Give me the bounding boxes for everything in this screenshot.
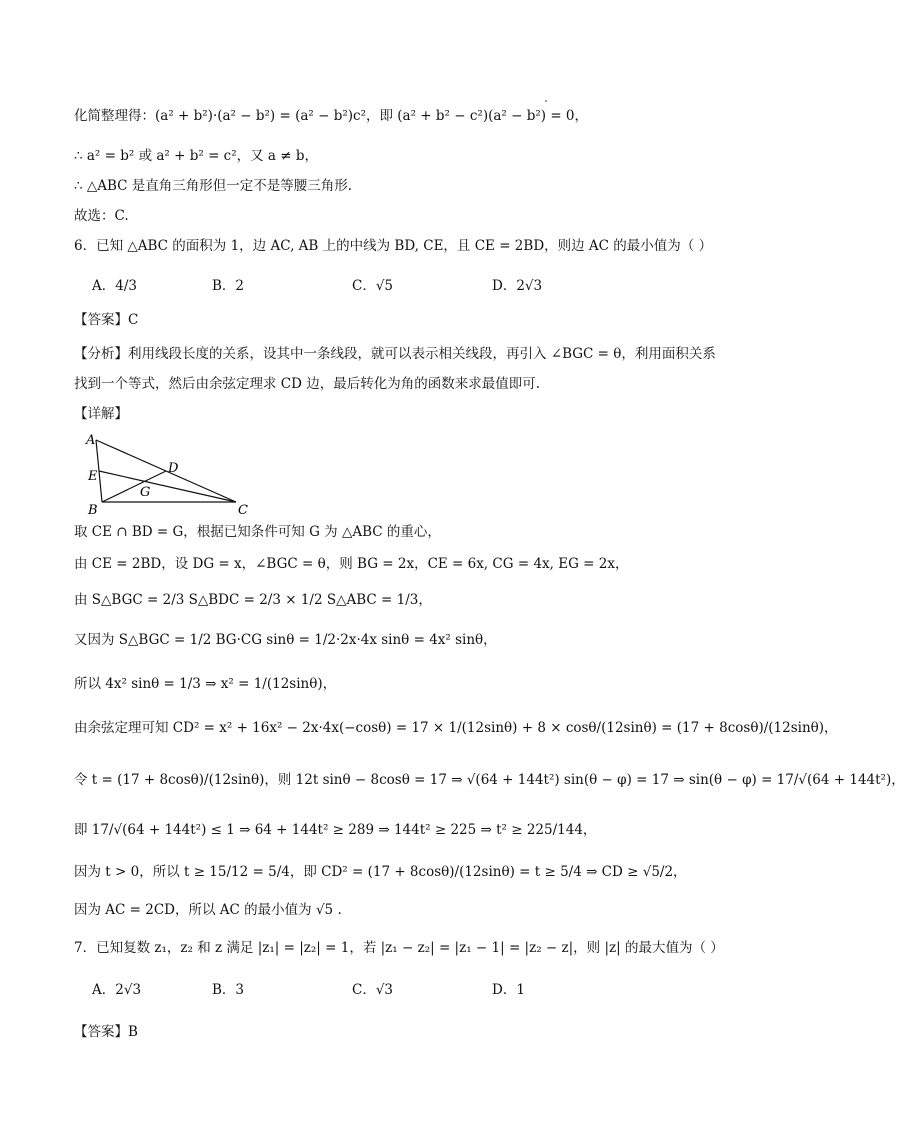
q7-option-b: B．3 [212, 982, 245, 998]
text-line: 因为 AC = 2CD，所以 AC 的最小值为 √5 . [74, 902, 342, 918]
label-d: D [168, 461, 179, 476]
text-line: 即 17/√(64 + 144t²) ≤ 1 ⇒ 64 + 144t² ≥ 289 ⇒ 144t² ≥ 225 ⇒ t² ≥ 225/144， [74, 822, 597, 838]
label-a: A [86, 433, 96, 448]
q6-option-c: C．√5 [352, 278, 394, 294]
text-line: 由 S△BGC = 2/3 S△BDC = 2/3 × 1/2 S△ABC = 1/3， [74, 592, 432, 608]
q7-option-c: C．√3 [352, 982, 394, 998]
text-line: 【答案】B [74, 1024, 138, 1040]
label-e: E [88, 469, 98, 484]
text-line: ∴ a² = b² 或 a² + b² = c²，又 a ≠ b， [74, 148, 319, 164]
stray-mark [545, 100, 547, 102]
label-g: G [140, 485, 151, 500]
triangle-figure [84, 430, 254, 516]
label-b: B [88, 503, 98, 518]
text-line: ∴ △ABC 是直角三角形但一定不是等腰三角形. [74, 178, 353, 194]
text-line: 取 CE ∩ BD = G，根据已知条件可知 G 为 △ABC 的重心， [74, 524, 441, 540]
text-line: 又因为 S△BGC = 1/2 BG·CG sinθ = 1/2·2x·4x sinθ = 4x² sinθ， [74, 632, 497, 648]
text-line: 【分析】利用线段长度的关系，设其中一条线段，就可以表示相关线段，再引入 ∠BGC = θ，利用面积关系 [74, 346, 716, 362]
text-line: 【答案】C [74, 312, 139, 328]
text-line: 找到一个等式，然后由余弦定理求 CD 边，最后转化为角的函数来求最值即可. [74, 376, 541, 392]
q7-option-a: A．2√3 [92, 982, 142, 998]
q6-option-a: A．4/3 [92, 278, 137, 294]
q7-option-d: D．1 [492, 982, 525, 998]
text-line: 由余弦定理可知 CD² = x² + 16x² − 2x·4x(−cosθ) = 17 × 1/(12sinθ) + 8 × cosθ/(12sinθ) = (17 + 8cosθ)/(12sinθ)， [74, 720, 838, 736]
text-line: 因为 t > 0，所以 t ≥ 15/12 = 5/4，即 CD² = (17 + 8cosθ)/(12sinθ) = t ≥ 5/4 ⇒ CD ≥ √5/2， [74, 864, 687, 880]
text-line: 由 CE = 2BD，设 DG = x，∠BGC = θ，则 BG = 2x，CE = 6x, CG = 4x, EG = 2x， [74, 556, 629, 572]
q6-option-b: B．2 [212, 278, 245, 294]
median-bd [102, 471, 166, 502]
text-line: 7．已知复数 z₁，z₂ 和 z 满足 |z₁| = |z₂| = 1，若 |z₁ − z₂| = |z₁ − 1| = |z₂ − z|，则 |z| 的最大值为（ ） [74, 940, 724, 956]
text-line: 故选：C. [74, 208, 129, 224]
text-line: 令 t = (17 + 8cosθ)/(12sinθ)，则 12t sinθ − 8cosθ = 17 ⇒ √(64 + 144t²) sin(θ − φ) = 17 ⇒ sin(θ − φ) = 17/√(64 + 144t²)， [74, 772, 905, 788]
text-line: 化简整理得：(a² + b²)·(a² − b²) = (a² − b²)c²，即 (a² + b² − c²)(a² − b²) = 0， [74, 108, 589, 124]
label-c: C [238, 503, 248, 518]
text-line: 【详解】 [74, 406, 128, 422]
text-line: 6．已知 △ABC 的面积为 1，边 AC, AB 上的中线为 BD, CE，且 CE = 2BD，则边 AC 的最小值为（ ） [74, 238, 713, 254]
text-line: 所以 4x² sinθ = 1/3 ⇒ x² = 1/(12sinθ)， [74, 676, 337, 692]
q6-option-d: D．2√3 [492, 278, 543, 294]
